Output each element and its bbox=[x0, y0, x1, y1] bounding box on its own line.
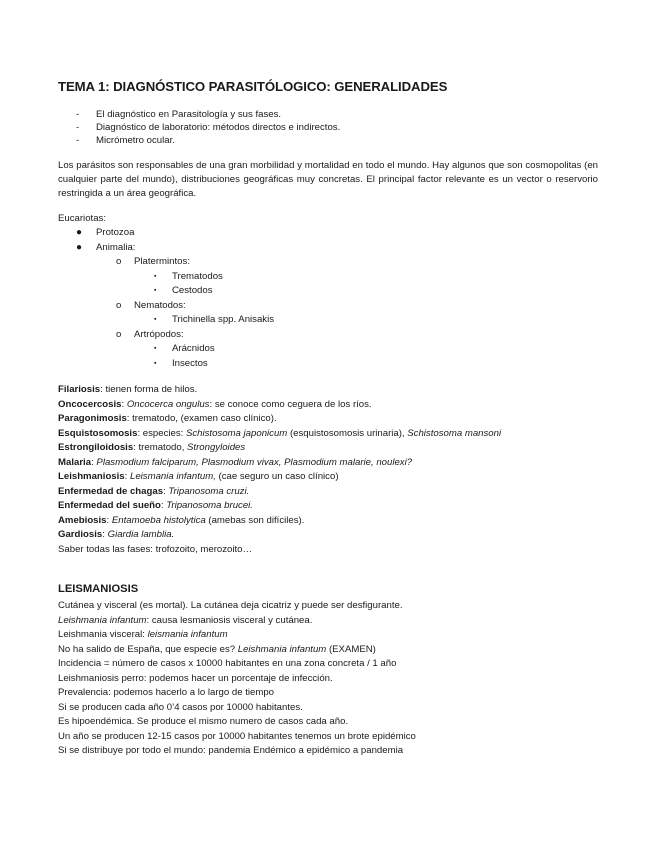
disease-line-sueno: Enfermedad del sueño: Tripanosoma brucei. bbox=[58, 500, 253, 511]
list-item: - Diagnóstico de laboratorio: métodos directos e indirectos. bbox=[58, 121, 598, 134]
square-bullet-icon: ▪ bbox=[154, 316, 157, 323]
disease-line-leishmaniosis: Leishmaniosis: Leismania infantum, (cae seguro un caso clínico) bbox=[58, 471, 339, 482]
intro-paragraph: Los parásitos son responsables de una gran morbilidad y mortalidad en todo el mundo. Hay algunos que son cosmopolitas (en cualquier parte del mundo), distribuciones geográficas muy concretas. El principal factor relevante es un vector o reservorio restringida a un área geográfica. bbox=[58, 160, 598, 199]
disease-line-chagas: Enfermedad de chagas: Tripanosoma cruzi. bbox=[58, 485, 250, 497]
list-item-label: Animalia: bbox=[96, 241, 136, 253]
list-item-label: Platermintos: bbox=[134, 256, 190, 267]
phases-note: Saber todas las fases: trofozoito, merozoito… bbox=[58, 543, 253, 555]
list-item: - Micrómetro ocular. bbox=[58, 134, 598, 147]
disc-bullet-icon: ● bbox=[76, 227, 83, 238]
classification-heading: Eucariotas: bbox=[58, 213, 106, 224]
disease-line-filariosis: Filariosis: tienen forma de hilos. bbox=[58, 384, 198, 395]
text-line: Prevalencia: podemos hacerlo a lo largo de tiempo bbox=[58, 687, 274, 698]
page-title: TEMA 1: DIAGNÓSTICO PARASITÓLOGICO: GENERALIDADES bbox=[58, 79, 448, 94]
list-item bbox=[134, 357, 598, 372]
section-heading-leismaniosis: LEISMANIOSIS bbox=[58, 583, 139, 595]
text-line: Cutánea y visceral (es mortal). La cutánea deja cicatriz y puede ser desfigurante. bbox=[58, 600, 403, 611]
list-item bbox=[96, 328, 598, 372]
text-line: No ha salido de España, que especie es? Leishmania infantum (EXAMEN) bbox=[58, 643, 376, 655]
intro-list bbox=[58, 108, 598, 147]
list-item bbox=[58, 241, 598, 372]
list-item bbox=[134, 284, 598, 299]
list-item: - El diagnóstico en Parasitología y sus fases. bbox=[58, 108, 598, 121]
list-item-label: Arácnidos bbox=[172, 343, 215, 354]
text-line: Un año se producen 12-15 casos por 10000 habitantes tenemos un brote epidémico bbox=[58, 730, 416, 742]
classification-tree bbox=[58, 226, 598, 371]
square-bullet-icon: ▪ bbox=[154, 287, 157, 294]
list-item-label: Cestodos bbox=[172, 285, 213, 296]
document-page bbox=[58, 78, 598, 759]
text-line: Incidencia = número de casos x 10000 habitantes en una zona concreta / 1 año bbox=[58, 658, 397, 669]
classification-section bbox=[58, 212, 598, 371]
text-line: Es hipoendémica. Se produce el mismo numero de casos cada año. bbox=[58, 716, 349, 727]
list-item bbox=[134, 270, 598, 285]
text-line: Leishmania infantum: causa lesmaniosis visceral y cutánea. bbox=[58, 614, 313, 626]
list-item bbox=[58, 226, 598, 241]
disease-line-esquistosomosis: Esquistosomosis: especies: Schistosoma japonicum (esquistosomosis urinaria), Schistosoma mansoni bbox=[58, 427, 502, 439]
disc-bullet-icon: ● bbox=[76, 241, 83, 253]
list-item-label: Trichinella spp. Anisakis bbox=[172, 314, 275, 325]
list-item-label: Nematodos: bbox=[134, 299, 186, 311]
text-line: Si se distribuye por todo el mundo: pandemia Endémico a epidémico a pandemia bbox=[58, 745, 404, 756]
list-item-label: Artrópodos: bbox=[134, 328, 184, 340]
disease-line-malaria: Malaria: Plasmodium falciparum, Plasmodium vivax, Plasmodium malarie, noulexi? bbox=[58, 456, 413, 468]
circle-bullet-icon: o bbox=[116, 328, 122, 340]
square-bullet-icon: ▪ bbox=[154, 359, 157, 367]
circle-bullet-icon: o bbox=[116, 299, 122, 311]
leismaniosis-section bbox=[58, 599, 598, 759]
text-line: Si se producen cada año 0’4 casos por 10000 habitantes. bbox=[58, 701, 303, 713]
list-item bbox=[134, 342, 598, 357]
text-line: Leishmania visceral: leismania infantum bbox=[58, 629, 228, 640]
list-item bbox=[96, 299, 598, 328]
text-line: Leishmaniosis perro: podemos hacer un porcentaje de infección. bbox=[58, 672, 333, 684]
disease-line-estrongiloidosis: Estrongiloidosis: trematodo, Strongyloides bbox=[58, 442, 246, 453]
list-item bbox=[134, 313, 598, 328]
square-bullet-icon: ▪ bbox=[154, 345, 157, 352]
disease-line-gardiosis: Gardiosis: Giardia lamblia. bbox=[58, 529, 175, 540]
disease-line-oncocercosis: Oncocercosis: Oncocerca ongulus: se conoce como ceguera de los ríos. bbox=[58, 398, 372, 410]
square-bullet-icon: ▪ bbox=[154, 272, 157, 280]
list-item-label: Protozoa bbox=[96, 227, 135, 238]
circle-bullet-icon: o bbox=[116, 256, 122, 267]
list-item-label: Insectos bbox=[172, 357, 208, 369]
list-item bbox=[96, 255, 598, 299]
disease-line-paragonimosis: Paragonimosis: trematodo, (examen caso clínico). bbox=[58, 413, 277, 424]
list-item-label: Trematodos bbox=[172, 270, 223, 282]
disease-line-amebiosis: Amebiosis: Entamoeba histolytica (amebas son difíciles). bbox=[58, 514, 305, 526]
diseases-section bbox=[58, 383, 598, 557]
